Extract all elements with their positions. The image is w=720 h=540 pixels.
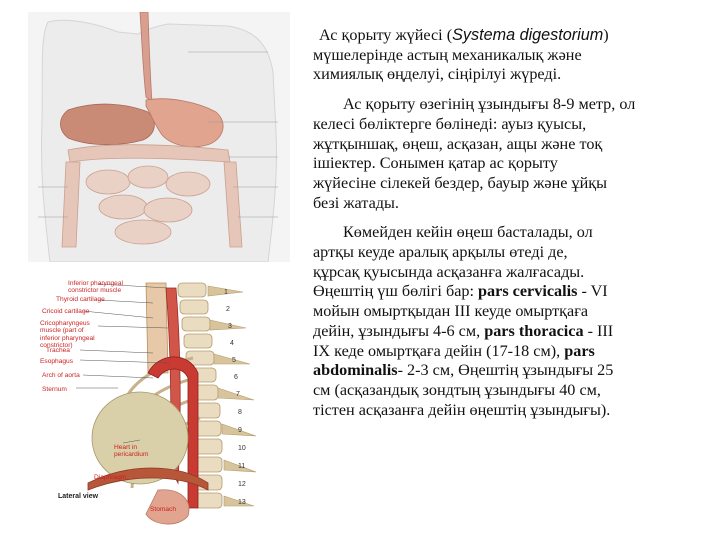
- text-run: Көмейден кейін өңеш басталады, ол: [343, 223, 593, 242]
- vertebra-number: 9: [238, 427, 242, 434]
- text-line: [319, 26, 708, 46]
- text-line: [313, 46, 708, 66]
- paragraph-digestive-tract: [313, 95, 708, 213]
- text-line: [313, 243, 708, 263]
- figure-label: Cricoid cartilage: [42, 308, 90, 315]
- text-line: [313, 361, 708, 381]
- vertebra-number: 2: [226, 306, 230, 313]
- vertebra-number: 1: [224, 289, 228, 296]
- figure-label: Thyroid cartilage: [56, 296, 105, 303]
- text-line: [313, 174, 708, 194]
- text-line: [313, 194, 708, 214]
- text-run: безі жатады.: [313, 193, 399, 212]
- figure-label: Inferior pharyngeal constrictor muscle: [68, 280, 123, 295]
- vertebra-number: 12: [238, 481, 246, 488]
- term-latin: pars cervicalis: [478, 282, 578, 301]
- text-line: [313, 322, 708, 342]
- text-line: [313, 65, 708, 85]
- text-run: см (асқазандық зондтың ұзындығы 40 см,: [313, 380, 601, 399]
- text-line: [313, 401, 708, 421]
- text-run: мүшелерінде астың механикалық және: [313, 45, 582, 64]
- text-run: ішіектер. Сонымен қатар ас қорыту: [313, 154, 558, 173]
- text-run: - III: [583, 321, 614, 340]
- digestive-system-illustration: [28, 12, 290, 262]
- vertebra-number: 8: [238, 409, 242, 416]
- text-run: IX кеде омыртқаға дейін (17-18 см),: [313, 341, 565, 360]
- text-run: - VI: [577, 282, 608, 301]
- text-line: [313, 282, 708, 302]
- vertebra-number: 7: [236, 391, 240, 398]
- figure-label: Cricopharyngeus muscle (part of inferior pharyngeal constrictor): [40, 320, 95, 349]
- vertebra-number: 11: [238, 463, 246, 470]
- text-run: келесі бөліктерге бөлінеді: ауыз қуысы,: [313, 114, 587, 133]
- text-line: [313, 263, 708, 283]
- vertebra-number: 10: [238, 445, 246, 452]
- vertebra-number: 6: [234, 374, 238, 381]
- text-run: тістен асқазанға дейін өңештің ұзындығы).: [313, 400, 611, 419]
- text-run: жүйесіне сілекей бездер, бауыр және ұйқы: [313, 173, 607, 192]
- paragraph-intro: [313, 26, 708, 85]
- text-run: мойын омыртқыдан III кеуде омыртқаға: [313, 302, 589, 321]
- figure-label: Trachea: [46, 347, 70, 354]
- text-run: ): [603, 26, 609, 44]
- figure-label: Arch of aorta: [42, 372, 80, 379]
- text-run: құрсақ қуысында асқазанға жалғасады.: [313, 262, 585, 281]
- figure-label: Diaphragm: [94, 474, 127, 481]
- figure-caption: Lateral view: [58, 493, 99, 500]
- vertebra-number: 13: [238, 499, 246, 506]
- text-run: дейін, ұзындығы 4-6 см,: [313, 321, 485, 340]
- term-latin-italic: Systema digestorium: [452, 26, 604, 44]
- text-line: [313, 154, 708, 174]
- text-line: [313, 135, 708, 155]
- vertebra-number: 4: [230, 340, 234, 347]
- figure-label: Stomach: [150, 506, 177, 513]
- figure-label: Sternum: [42, 386, 67, 393]
- text-line: [313, 115, 708, 135]
- digestive-system-drawing: [28, 12, 290, 262]
- text-line: [313, 342, 708, 362]
- term-latin: pars thoracica: [484, 321, 584, 340]
- term-latin: pars: [564, 341, 595, 360]
- text-line: [313, 302, 708, 322]
- text-run: химиялық өңделуі, сіңірілуі жүреді.: [313, 65, 562, 84]
- figure-label: Heart in pericardium: [114, 444, 149, 459]
- text-run: жұтқыншақ, өңеш, асқазан, ащы және тоқ: [313, 134, 603, 153]
- vertebra-number: 5: [232, 357, 236, 364]
- text-column: [313, 26, 708, 430]
- figure-label: Esophagus: [40, 358, 73, 365]
- vertebra-number: 3: [228, 323, 232, 330]
- text-run: Өңештің үш бөлігі бар:: [313, 282, 479, 301]
- text-run: - 2-3 см, Өңештің ұзындығы 25: [397, 361, 614, 380]
- text-run: Ас қорыту өзегінің ұзындығы 8-9 метр, ол: [343, 95, 636, 114]
- paragraph-esophagus: [313, 223, 708, 420]
- text-line: [313, 381, 708, 401]
- text-line: [343, 223, 708, 243]
- term-latin: abdominalis: [313, 361, 398, 380]
- text-line: [343, 95, 708, 115]
- text-run: Ас қорыту жүйесі (: [319, 26, 453, 44]
- text-run: артқы кеуде аралық арқылы өтеді де,: [313, 243, 568, 262]
